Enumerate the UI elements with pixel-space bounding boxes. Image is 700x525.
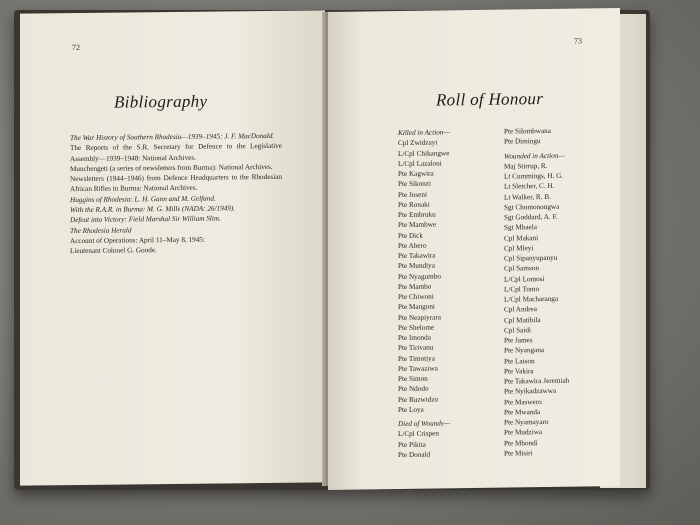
right-page-number: 73 xyxy=(574,36,582,46)
roll-name: Pte Ronaki xyxy=(398,200,430,209)
roll-of-honour-heading: Roll of Honour xyxy=(436,89,544,110)
bibliography-entry: Munchengeti (a series of newsletters from Burma): National Archives. xyxy=(70,162,273,173)
roll-name: Pte Sikonzi xyxy=(398,179,431,189)
roll-name: L/Cpl Lomosi xyxy=(504,274,545,284)
roll-name: Pte Ndodo xyxy=(398,384,429,394)
roll-name: Pte Nyangana xyxy=(504,346,545,355)
roll-name: Pte Shelome xyxy=(398,323,435,332)
bibliography-heading: Bibliography xyxy=(114,91,208,112)
roll-name: Sgt Goddard, A. F. xyxy=(504,212,558,222)
killed-in-action-list xyxy=(398,137,494,415)
roll-name: L/Cpl Tomo xyxy=(504,284,540,294)
died-of-wounds-list xyxy=(398,428,494,460)
roll-name: L/Cpl Macharanga xyxy=(504,294,559,304)
roll-name: Pte Kagwira xyxy=(398,169,434,179)
roll-name: Pte Nyagumbo xyxy=(398,271,441,281)
roll-name: Pte Simon xyxy=(398,374,428,384)
roll-name: Pte Chiwoni xyxy=(398,292,434,302)
roll-name: Pte Loya xyxy=(398,405,424,414)
roll-name: Pte Abero xyxy=(398,241,427,250)
roll-name: Pte Mambwe xyxy=(398,220,437,230)
wounded-in-action-list xyxy=(504,160,608,459)
roll-name: Lt Sletcher, C. H. xyxy=(504,182,555,191)
bibliography-entry: The Rhodesia Herald xyxy=(70,226,132,235)
roll-name: Pte Mundiya xyxy=(398,261,435,271)
roll-name: Pte Neapiyrara xyxy=(398,312,441,322)
left-page xyxy=(20,10,325,485)
roll-name: Pte Mangoni xyxy=(398,302,435,312)
roll-name: Pte Ruzwidzo xyxy=(398,395,439,404)
roll-name: Cpl Sipanyupanyu xyxy=(504,253,558,263)
roll-column-1 xyxy=(398,127,494,460)
roll-name: Cpl Andrea xyxy=(504,305,537,314)
roll-name: Pte Tawaziwa xyxy=(398,364,438,373)
roll-name: Pte Laison xyxy=(504,356,535,366)
roll-name: Lt Cummings, H. G. xyxy=(504,171,564,181)
roll-name: Pte Mambo xyxy=(398,282,432,291)
died-of-wounds-label: Died of Wounds— xyxy=(398,419,451,429)
bibliography-list xyxy=(70,131,282,257)
roll-name: Pte Pikita xyxy=(398,440,426,449)
roll-name: Pte Timotiya xyxy=(398,354,435,363)
roll-name: Sgt Mbaela xyxy=(504,223,537,232)
bibliography-entry: The Reports of the S.R. Secretary for Defence to the Legislative Assembly—1939–1948: National Archives. xyxy=(70,142,282,163)
roll-name: Pte Takawira xyxy=(398,251,436,261)
roll-column-2 xyxy=(504,125,608,458)
roll-name: Sgt Chomonongwa xyxy=(504,202,560,212)
roll-name: Pte Dimingu xyxy=(504,137,541,146)
roll-name: Pte Vakira xyxy=(504,366,534,376)
roll-name: Pte Imonda xyxy=(398,333,431,343)
roll-name: Pte James xyxy=(504,336,533,345)
roll-name: Pte Mbondi xyxy=(504,438,538,448)
bibliography-entry: Huggins of Rhodesia: L. H. Gann and M. Gelfand. xyxy=(70,194,216,204)
roll-name: Cpl Makani xyxy=(504,233,539,243)
bibliography-entry: Lieutenant Colonel G. Goode. xyxy=(70,246,157,256)
bibliography-entry: With the R.A.R. in Burma: M. G. Mills (NADA: 26/1949). xyxy=(70,204,236,215)
roll-name: Pte Dick xyxy=(398,231,423,240)
roll-name: Cpl Matibila xyxy=(504,315,541,325)
bibliography-entry: Newsletters (1944–1946) from Defence Headquarters to the Rhodesian African Rifles in Burma: National Archives. xyxy=(70,173,282,194)
left-page-number: 72 xyxy=(72,42,80,53)
roll-name: Pte Joseni xyxy=(398,190,427,199)
roll-name: L/Cpl Lazaloui xyxy=(398,159,442,168)
roll-name: Maj Stirrup, R. xyxy=(504,161,548,171)
wounded-in-action-label: Wounded in Action— xyxy=(504,151,565,161)
roll-name: Pte Tirivanu xyxy=(398,343,434,353)
killed-in-action-label: Killed in Action— xyxy=(398,128,450,138)
bibliography-entry: Defeat into Victory: Field Marshal Sir William Slim. xyxy=(70,214,221,225)
roll-name: Cpl Saidi xyxy=(504,325,531,335)
roll-name: Pte Silombwana xyxy=(504,126,551,136)
roll-name: Pte Nyikadzawwa xyxy=(504,387,557,396)
roll-name: Cpl Samson xyxy=(504,264,539,273)
roll-name: Lt Walker, R. B. xyxy=(504,192,551,202)
roll-name: L/Cpl Chikangwe xyxy=(398,148,450,158)
roll-name: L/Cpl Crispen xyxy=(398,429,439,439)
bibliography-entry: Account of Operations: April 11–May 8, 1945: xyxy=(70,235,205,246)
roll-name: Pte Misiri xyxy=(504,448,533,458)
roll-name: Pte Takawira Jeremiah xyxy=(504,376,570,386)
roll-name: Pte Nyamayaro xyxy=(504,417,549,427)
roll-name: Pte Donald xyxy=(398,450,431,459)
roll-name: Cpl Mleyi xyxy=(504,243,534,253)
roll-name: Pte Mwanda xyxy=(504,407,541,417)
killed-in-action-continued-list xyxy=(504,125,608,147)
bibliography-entry: The War History of Southern Rhodesia—1939–1945: J. F. MacDonald. xyxy=(70,131,275,143)
roll-name: Pte Mudziwa xyxy=(504,428,543,437)
roll-name: Cpl Zwidzayi xyxy=(398,138,438,148)
right-page xyxy=(328,8,620,490)
roll-name: Pte Embruku xyxy=(398,210,436,220)
roll-name: Pte Maswero xyxy=(504,397,542,407)
